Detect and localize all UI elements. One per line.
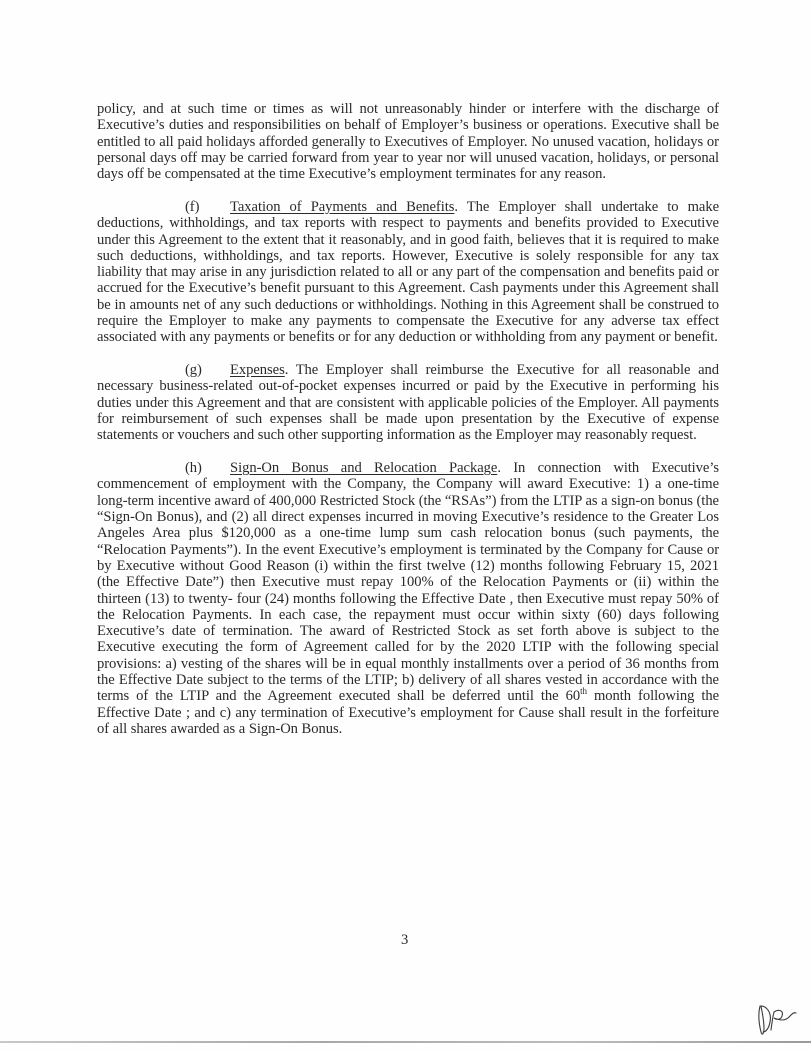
section-heading: Expenses <box>230 362 285 379</box>
paragraph-text-continued: month following the Effective Date ; and c) any termination of Executive’s employment for Cause shall result in the forfeiture of all shares awarded as a Sign-On Bonus. <box>97 688 719 737</box>
section-label: (g) <box>185 362 202 379</box>
page-bottom-rule <box>0 1041 811 1043</box>
page-number: 3 <box>401 932 409 948</box>
paragraph-g-expenses <box>97 362 719 443</box>
paragraph-text: . The Employer shall reimburse the Executive for all reasonable and necessary business-related out-of-pocket expenses incurred or paid by the Executive in performing his duties under this Agreement and that are consistent with applicable policies of the Employer. All payments for reimbursement of such expenses shall be made upon presentation by the Executive of expense statements or vouchers and such other supporting information as the Employer may reasonably request. <box>97 362 719 444</box>
paragraph-text: policy, and at such time or times as will not unreasonably hinder or interfere with the discharge of Executive’s duties and responsibilities on behalf of Employer’s business or operations. Executive shall be entitled to all paid holidays afforded generally to Executives of Employer. No unused vacation, holidays or personal days off may be carried forward from year to year nor will unused vacation, holidays, or personal days off be compensated at the time Executive’s employment terminates for any reason. <box>97 101 719 183</box>
document-body <box>97 101 719 737</box>
section-label: (f) <box>185 198 200 215</box>
section-heading: Sign-On Bonus and Relocation Package <box>230 460 498 477</box>
section-label: (h) <box>185 460 202 477</box>
paragraph-f-taxation <box>97 199 719 346</box>
paragraph-text: . The Employer shall undertake to make deductions, withholdings, and tax reports with respect to payments and benefits provided to Executive under this Agreement to the extent that it reasonably, and in good faith, believes that it is required to make such deductions, withholdings, and tax reports. However, Executive is solely responsible for any tax liability that may arise in any jurisdiction related to all or any part of the compensation and benefits paid or accrued for the Executive’s benefit pursuant to this Agreement. Cash payments under this Agreement shall be in amounts net of any such deductions or withholdings. Nothing in this Agreement shall be construed to require the Employer to make any payments to compensate the Executive for any adverse tax effect associated with any payments or benefits or for any deduction or withholding from any payment or benefit. <box>97 198 719 346</box>
section-heading: Taxation of Payments and Benefits <box>230 198 455 215</box>
superscript-ordinal: th <box>580 686 587 697</box>
paragraph-continued <box>97 101 719 182</box>
handwritten-initials-icon <box>752 1000 802 1040</box>
paragraph-h-sign-on-bonus <box>97 460 719 737</box>
paragraph-text: . In connection with Executive’s commencement of employment with the Company, the Company will award Executive: 1) a one-time long-term incentive award of 400,000 Restricted Stock (the “RSAs”) from the LTIP as a sign-on bonus (the “Sign-On Bonus), and (2) all direct expenses incurred in moving Executive’s residence to the Greater Los Angeles Area plus $120,000 as a one-time lump sum cash relocation bonus (such payments, the “Relocation Payments”). In the event Executive’s employment is terminated by the Company for Cause or by Executive without Good Reason (i) within the first twelve (12) months following February 15, 2021 (the Effective Date”) then Executive must repay 100% of the Relocation Payments or (ii) within the thirteen (13) to twenty- four (24) months following the Effective Date , then Executive must repay 50% of the Relocation Payments. In each case, the repayment must occur within sixty (60) days following Executive’s date of termination. The award of Restricted Stock as set forth above is subject to the Executive executing the form of Agreement called for by the 2020 LTIP with the following special provisions: a) vesting of the shares will be in equal monthly installments over a period of 36 months from the Effective Date subject to the terms of the LTIP; b) delivery of all shares vested in accordance with the terms of the LTIP and the Agreement executed shall be deferred until the 60 <box>97 460 719 705</box>
